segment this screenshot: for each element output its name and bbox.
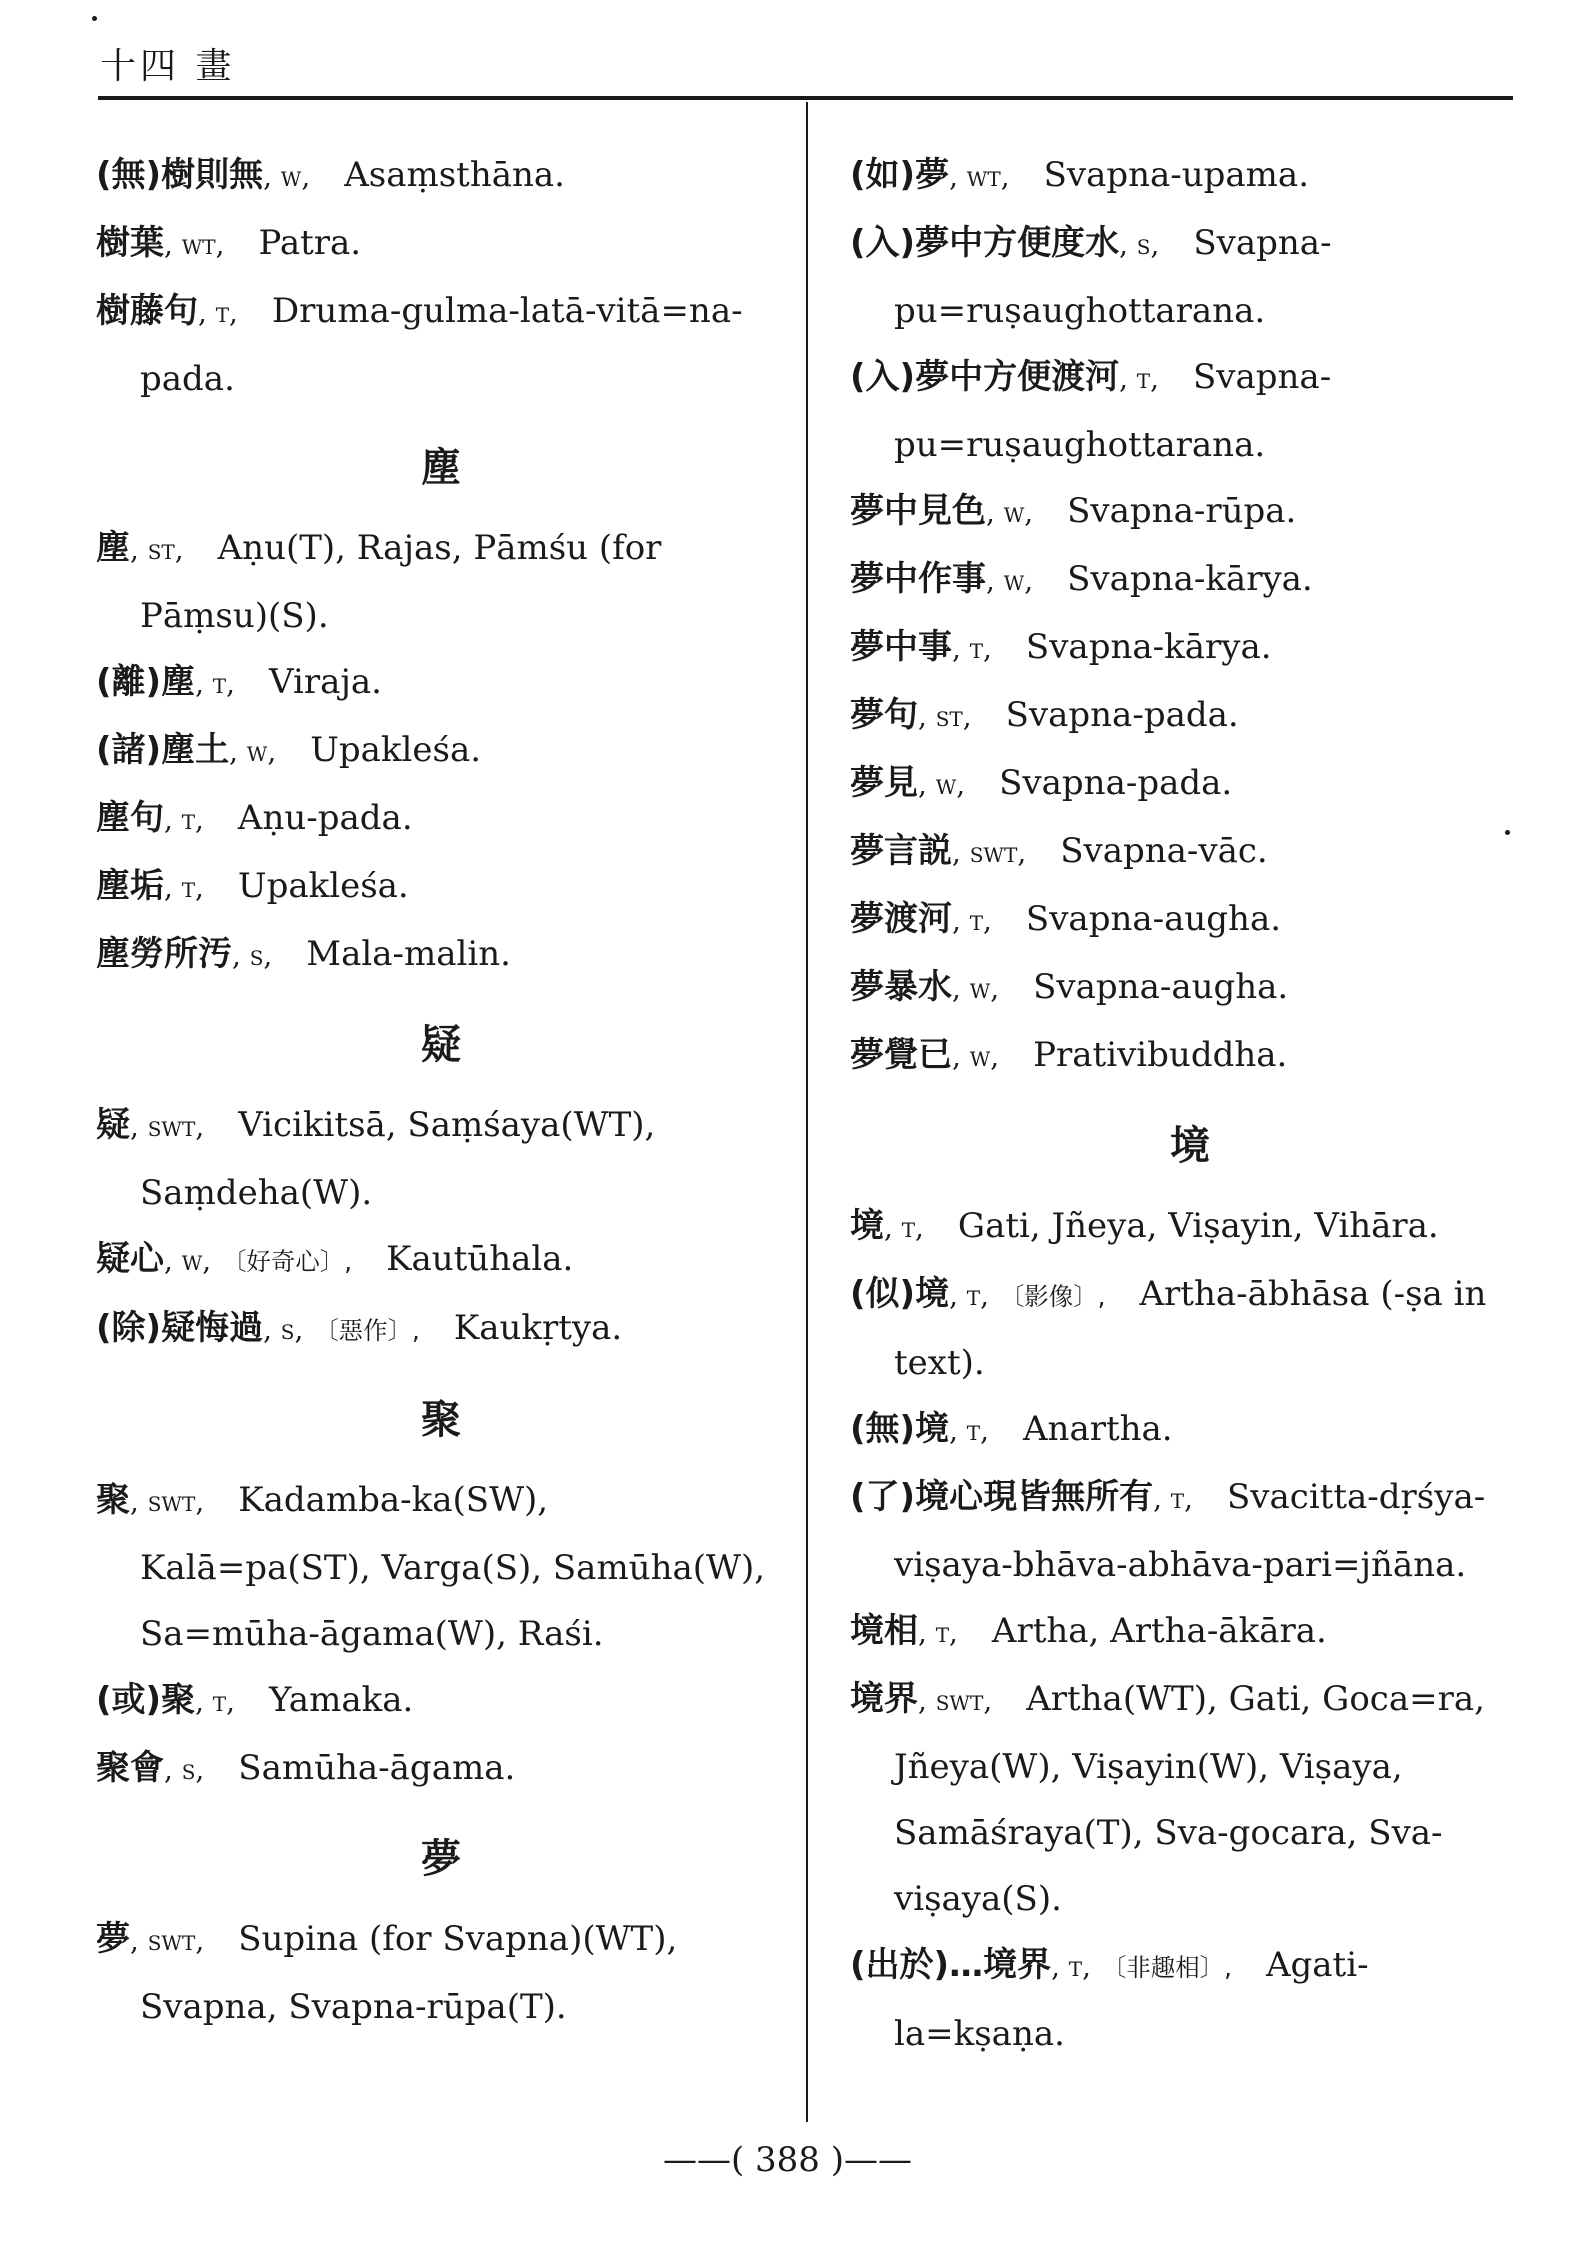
entry-headword: (如)夢 bbox=[850, 155, 950, 195]
entry-headword: (無)境 bbox=[850, 1409, 950, 1449]
dictionary-entry bbox=[850, 886, 1530, 954]
entry-definition: Viraja. bbox=[269, 662, 382, 702]
entry-headword: 夢中作事 bbox=[850, 559, 986, 599]
dictionary-entry bbox=[96, 515, 786, 649]
dictionary-entry bbox=[850, 682, 1530, 750]
entry-headword: 塵勞所汚 bbox=[96, 934, 232, 974]
dictionary-entry bbox=[850, 142, 1530, 210]
entry-source: , s, bbox=[1119, 228, 1160, 261]
section-heading: 聚 bbox=[421, 1397, 461, 1443]
entry-gloss: 〔好奇心〕, bbox=[221, 1247, 353, 1276]
entry-source: , swt, bbox=[130, 1924, 205, 1957]
dictionary-entry bbox=[96, 1226, 786, 1295]
entry-headword: 樹葉 bbox=[96, 223, 164, 263]
dictionary-entry bbox=[850, 1932, 1530, 2067]
entry-headword: (出於)…境界 bbox=[850, 1945, 1052, 1985]
dictionary-entry bbox=[850, 1261, 1530, 1396]
entry-definition: Svapna-rūpa. bbox=[1067, 491, 1297, 531]
dictionary-entry bbox=[96, 210, 786, 278]
entry-definition: Asaṃsthāna. bbox=[344, 155, 565, 195]
section-heading: 塵 bbox=[421, 445, 461, 491]
entry-headword: (或)聚 bbox=[96, 1680, 196, 1720]
entry-source: , w, bbox=[229, 735, 277, 768]
entry-source: , s, bbox=[232, 939, 273, 972]
dictionary-entry bbox=[850, 1022, 1530, 1090]
entry-source: , t, bbox=[1119, 362, 1159, 395]
entry-gloss: 〔影像〕, bbox=[999, 1282, 1106, 1311]
dictionary-entry bbox=[96, 1092, 786, 1226]
dictionary-entry bbox=[850, 818, 1530, 886]
entry-source: , t, bbox=[949, 1279, 989, 1312]
dictionary-entry bbox=[96, 717, 786, 785]
entry-definition: Kadamba-ka(SW), Kalā=pa(ST), Varga(S), Samūha(W), Sa=mūha-āgama(W), Raśi. bbox=[140, 1480, 766, 1654]
entry-source: , s, bbox=[164, 1753, 205, 1786]
dictionary-entry bbox=[96, 1906, 786, 2040]
entry-definition: Kaukṛtya. bbox=[453, 1308, 623, 1348]
entry-source: , w, bbox=[986, 496, 1034, 529]
entry-headword: 夢暴水 bbox=[850, 967, 952, 1007]
entry-headword: 夢句 bbox=[850, 695, 918, 735]
right-column bbox=[850, 142, 1530, 2067]
entry-definition: Artha-ābhāsa (-ṣa in text). bbox=[894, 1274, 1487, 1383]
entry-source: , w, bbox=[952, 972, 1000, 1005]
entry-definition: Svapna-augha. bbox=[1025, 899, 1282, 939]
entry-headword: 境相 bbox=[850, 1611, 918, 1651]
entry-headword: (除)疑悔過 bbox=[96, 1308, 264, 1348]
entry-source: , wt, bbox=[164, 228, 225, 261]
entry-headword: (入)夢中方便渡河 bbox=[850, 357, 1120, 397]
entry-headword: (離)塵 bbox=[96, 662, 196, 702]
entry-headword: 樹藤句 bbox=[96, 291, 198, 331]
entry-headword: (入)夢中方便度水 bbox=[850, 223, 1120, 263]
entry-definition: Artha(WT), Gati, Goca=ra, Jñeya(W), Viṣayin(W), Viṣaya, Samāśraya(T), Sva-gocara, Sva-viṣaya(S). bbox=[894, 1679, 1485, 1919]
entry-source: , w, bbox=[164, 1244, 212, 1277]
entry-headword: 夢 bbox=[96, 1919, 130, 1959]
entry-definition: Svapna-augha. bbox=[1033, 967, 1289, 1007]
entry-headword: 塵垢 bbox=[96, 866, 164, 906]
entry-definition: Svapna-pu=ruṣaughottarana. bbox=[894, 357, 1332, 465]
entry-definition: Vicikitsā, Saṃśaya(WT), Saṃdeha(W). bbox=[140, 1105, 656, 1213]
entry-definition: Gati, Jñeya, Viṣayin, Vihāra. bbox=[957, 1206, 1439, 1246]
entry-headword: 夢言説 bbox=[850, 831, 952, 871]
left-column bbox=[96, 142, 786, 2040]
entry-definition: Svapna-pu=ruṣaughottarana. bbox=[894, 223, 1332, 331]
entry-source: , swt, bbox=[130, 1485, 205, 1518]
entry-definition: Anartha. bbox=[1023, 1409, 1173, 1449]
entry-headword: 塵 bbox=[96, 528, 130, 568]
header-rule bbox=[98, 96, 1513, 100]
entry-definition: Svapna-kārya. bbox=[1025, 627, 1272, 667]
dictionary-entry bbox=[850, 1193, 1530, 1261]
entry-source: , w, bbox=[986, 564, 1034, 597]
entry-definition: Artha, Artha-ākāra. bbox=[991, 1611, 1327, 1651]
entry-source: , t, bbox=[1051, 1950, 1091, 1983]
entry-definition: Aṇu(T), Rajas, Pāmśu (for Pāṃsu)(S). bbox=[140, 528, 662, 636]
section-heading: 疑 bbox=[421, 1022, 461, 1068]
column-divider bbox=[806, 102, 808, 2122]
dictionary-entry bbox=[96, 1467, 786, 1667]
entry-definition: Svapna-upama. bbox=[1043, 155, 1310, 195]
entry-definition: Supina (for Svapna)(WT), Svapna, Svapna-rūpa(T). bbox=[140, 1919, 678, 2027]
entry-source: , st, bbox=[918, 700, 972, 733]
entry-source: , swt, bbox=[952, 836, 1027, 869]
entry-headword: (諸)塵土 bbox=[96, 730, 230, 770]
dictionary-entry bbox=[96, 1667, 786, 1735]
entry-source: , s, bbox=[263, 1313, 304, 1346]
entry-source: , wt, bbox=[949, 160, 1010, 193]
entry-definition: Svapna-pada. bbox=[999, 763, 1233, 803]
entry-definition: Samūha-āgama. bbox=[238, 1748, 516, 1788]
entry-definition: Svapna-pada. bbox=[1005, 695, 1239, 735]
entry-definition: Aṇu-pada. bbox=[237, 798, 413, 838]
dictionary-entry bbox=[850, 954, 1530, 1022]
dictionary-entry bbox=[850, 1396, 1530, 1464]
entry-headword: 夢覺已 bbox=[850, 1035, 952, 1075]
scan-speck bbox=[1505, 830, 1510, 835]
entry-definition: Druma-gulma-latā-vitā=na-pada. bbox=[140, 291, 743, 399]
entry-definition: Mala-malin. bbox=[306, 934, 511, 974]
entry-source: , st, bbox=[130, 533, 184, 566]
dictionary-entry bbox=[96, 278, 786, 412]
entry-headword: 塵句 bbox=[96, 798, 164, 838]
dictionary-entry bbox=[96, 649, 786, 717]
entry-gloss: 〔非趣相〕, bbox=[1101, 1953, 1232, 1982]
entry-source: , t, bbox=[1153, 1482, 1193, 1515]
dictionary-entry bbox=[850, 1598, 1530, 1666]
dictionary-entry bbox=[850, 614, 1530, 682]
entry-definition: Patra. bbox=[258, 223, 362, 263]
entry-headword: 聚會 bbox=[96, 1748, 164, 1788]
entry-source: , w, bbox=[263, 160, 311, 193]
entry-headword: 聚 bbox=[96, 1480, 130, 1520]
entry-definition: Kautūhala. bbox=[386, 1239, 574, 1279]
entry-source: , t, bbox=[164, 871, 204, 904]
entry-source: , swt, bbox=[130, 1110, 205, 1143]
entry-headword: 夢中事 bbox=[850, 627, 952, 667]
dictionary-entry bbox=[850, 1464, 1530, 1598]
entry-definition: Yamaka. bbox=[269, 1680, 414, 1720]
dictionary-entry bbox=[96, 1735, 786, 1803]
entry-headword: 夢渡河 bbox=[850, 899, 952, 939]
entry-source: , w, bbox=[918, 768, 966, 801]
section-heading: 夢 bbox=[421, 1836, 461, 1882]
entry-source: , t, bbox=[952, 632, 992, 665]
entry-headword: 夢見 bbox=[850, 763, 918, 803]
dictionary-entry bbox=[96, 785, 786, 853]
entry-definition: Svapna-kārya. bbox=[1067, 559, 1313, 599]
dictionary-entry bbox=[850, 546, 1530, 614]
entry-headword: 夢中見色 bbox=[850, 491, 986, 531]
entry-source: , swt, bbox=[918, 1684, 993, 1717]
dictionary-entry bbox=[96, 142, 786, 210]
entry-source: , t, bbox=[164, 803, 204, 836]
entry-definition: Prativibuddha. bbox=[1033, 1035, 1288, 1075]
entry-headword: 疑 bbox=[96, 1105, 130, 1145]
entry-headword: (似)境 bbox=[850, 1274, 950, 1314]
entry-definition: Svapna-vāc. bbox=[1060, 831, 1268, 871]
dictionary-entry bbox=[850, 478, 1530, 546]
entry-source: , w, bbox=[952, 1040, 1000, 1073]
dictionary-entry bbox=[96, 921, 786, 989]
entry-source: , t, bbox=[949, 1414, 989, 1447]
entry-source: , t, bbox=[195, 1685, 235, 1718]
entry-source: , t, bbox=[198, 296, 238, 329]
entry-headword: 境界 bbox=[850, 1679, 918, 1719]
entry-source: , t, bbox=[884, 1211, 924, 1244]
entry-headword: (了)境心現皆無所有 bbox=[850, 1477, 1154, 1517]
entry-source: , t, bbox=[952, 904, 992, 937]
dictionary-entry bbox=[850, 1666, 1530, 1932]
entry-headword: 疑心 bbox=[96, 1239, 164, 1279]
entry-source: , t, bbox=[918, 1616, 958, 1649]
dictionary-entry bbox=[96, 853, 786, 921]
entry-source: , t, bbox=[195, 667, 235, 700]
entry-definition: Svacitta-dṛśya-viṣaya-bhāva-abhāva-pari=jñāna. bbox=[894, 1477, 1486, 1585]
entry-gloss: 〔惡作〕, bbox=[314, 1316, 420, 1345]
entry-definition: Agati-la=kṣaṇa. bbox=[894, 1945, 1369, 2054]
dictionary-entry bbox=[850, 344, 1530, 478]
dictionary-entry bbox=[96, 1295, 786, 1364]
page-number: ——( 388 )—— bbox=[662, 2140, 913, 2180]
entry-headword: (無)樹則無 bbox=[96, 155, 264, 195]
dictionary-entry bbox=[850, 210, 1530, 344]
scan-speck bbox=[92, 16, 97, 21]
entry-definition: Upakleśa. bbox=[310, 730, 482, 770]
entry-headword: 境 bbox=[850, 1206, 884, 1246]
running-header: 十四 畫 bbox=[100, 46, 236, 87]
dictionary-entry bbox=[850, 750, 1530, 818]
entry-definition: Upakleśa. bbox=[237, 866, 409, 906]
section-heading: 境 bbox=[1170, 1123, 1210, 1169]
